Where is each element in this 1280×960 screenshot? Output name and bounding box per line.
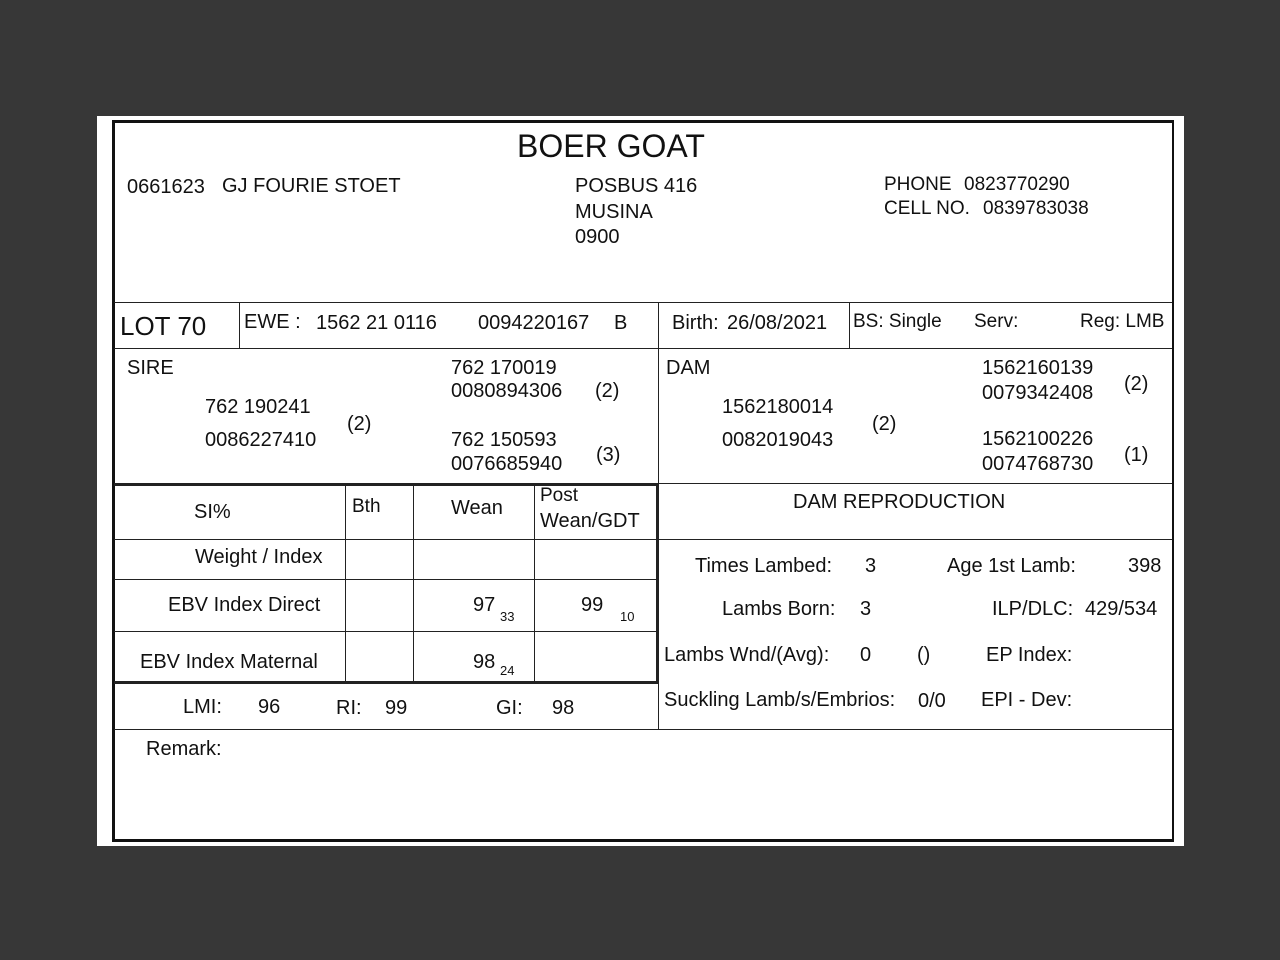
row-ebv-direct: EBV Index Direct xyxy=(168,594,321,616)
sire-sire-reg: 0080894306 xyxy=(451,380,563,402)
rule-weight-row xyxy=(114,579,658,580)
lambs-born-value: 3 xyxy=(860,598,872,620)
lambs-weaned-avg: () xyxy=(917,644,931,666)
cell-number: 0839783038 xyxy=(983,198,1089,219)
dam-dam-grade: (1) xyxy=(1124,444,1149,466)
rule-index-row xyxy=(114,729,1172,730)
rule-lot-bottom xyxy=(114,348,1172,349)
header-si: SI% xyxy=(194,501,231,523)
lmi-label: LMI: xyxy=(183,696,222,718)
birth-label: Birth: xyxy=(672,312,719,334)
dam-reproduction-title: DAM REPRODUCTION xyxy=(793,491,1006,513)
rule-birth-divider xyxy=(849,302,850,348)
direct-post-sub: 10 xyxy=(620,609,635,624)
dam-sire-reg: 0079342408 xyxy=(982,382,1094,404)
sire-dam-grade: (3) xyxy=(596,444,621,466)
phone-label: PHONE xyxy=(884,174,952,195)
ewe-label: EWE : xyxy=(244,311,301,333)
dam-reg: 0082019043 xyxy=(722,429,834,451)
maternal-wean-value: 98 xyxy=(473,651,496,673)
rule-perf-header xyxy=(114,539,658,540)
dam-sire-grade: (2) xyxy=(1124,373,1149,395)
times-lambed-value: 3 xyxy=(865,555,877,577)
header-wean-gdt: Wean/GDT xyxy=(540,510,640,532)
ewe-grade: B xyxy=(614,312,628,334)
row-ebv-maternal: EBV Index Maternal xyxy=(140,651,318,673)
direct-post-value: 99 xyxy=(581,594,604,616)
ri-value: 99 xyxy=(385,697,408,719)
gi-label: GI: xyxy=(496,697,523,719)
sire-sire-id: 762 170019 xyxy=(451,357,557,379)
lmi-value: 96 xyxy=(258,696,281,718)
rule-wean-left xyxy=(413,483,414,681)
birth-status: BS: Single xyxy=(853,311,942,332)
lambs-weaned-value: 0 xyxy=(860,644,872,666)
age-first-lamb-value: 398 xyxy=(1128,555,1162,577)
gi-value: 98 xyxy=(552,697,575,719)
ilp-dlc-value: 429/534 xyxy=(1085,598,1158,620)
rule-header-bottom xyxy=(114,302,1172,303)
sire-dam-reg: 0076685940 xyxy=(451,453,563,475)
ewe-id: 1562 21 0116 xyxy=(316,312,437,334)
age-first-lamb-label: Age 1st Lamb: xyxy=(947,555,1076,577)
rule-bth-left xyxy=(345,483,346,681)
rule-maternal-row xyxy=(114,681,658,684)
rule-perf-right xyxy=(656,483,659,683)
breeder-id: 0661623 xyxy=(127,176,205,198)
lambs-weaned-label: Lambs Wnd/(Avg): xyxy=(664,644,830,666)
direct-wean-sub: 33 xyxy=(500,609,515,624)
cell-label: CELL NO. xyxy=(884,198,970,219)
dam-label: DAM xyxy=(666,357,711,379)
dam-dam-reg: 0074768730 xyxy=(982,453,1094,475)
sire-reg: 0086227410 xyxy=(205,429,317,451)
sire-grade: (2) xyxy=(347,413,372,435)
sire-dam-id: 762 150593 xyxy=(451,429,557,451)
epi-dev-label: EPI - Dev: xyxy=(981,689,1073,711)
dam-dam-id: 1562100226 xyxy=(982,428,1094,450)
header-wean: Wean xyxy=(451,497,503,519)
registration: Reg: LMB xyxy=(1080,311,1165,332)
dam-id: 1562180014 xyxy=(722,396,834,418)
birth-date: 26/08/2021 xyxy=(727,312,828,334)
dam-grade: (2) xyxy=(872,413,897,435)
lot-number: LOT 70 xyxy=(120,311,207,341)
maternal-wean-sub: 24 xyxy=(500,663,515,678)
rule-repro-title xyxy=(658,539,1172,540)
rule-post-left xyxy=(534,483,535,681)
ep-index-label: EP Index: xyxy=(986,644,1073,666)
rule-direct-row xyxy=(114,631,658,632)
sire-label: SIRE xyxy=(127,357,174,379)
address-line-1: POSBUS 416 xyxy=(575,175,698,197)
header-bth: Bth xyxy=(352,496,381,517)
remark-label: Remark: xyxy=(146,738,222,760)
ri-label: RI: xyxy=(336,697,362,719)
breeder-name: GJ FOURIE STOET xyxy=(222,175,401,197)
times-lambed-label: Times Lambed: xyxy=(695,555,833,577)
ewe-reg: 0094220167 xyxy=(478,312,590,334)
address-line-3: 0900 xyxy=(575,226,620,248)
row-weight-index: Weight / Index xyxy=(195,546,323,568)
lambs-born-label: Lambs Born: xyxy=(722,598,836,620)
suckling-value: 0/0 xyxy=(918,690,946,712)
phone-number: 0823770290 xyxy=(964,174,1070,195)
rule-lot-divider xyxy=(239,302,240,348)
ilp-dlc-label: ILP/DLC: xyxy=(992,598,1074,620)
header-post: Post xyxy=(540,485,579,506)
card-frame xyxy=(112,120,1174,842)
rule-pedigree-bottom-right xyxy=(658,483,1172,484)
sire-id: 762 190241 xyxy=(205,396,311,418)
sire-sire-grade: (2) xyxy=(595,380,620,402)
direct-wean-value: 97 xyxy=(473,594,496,616)
service-label: Serv: xyxy=(974,311,1019,332)
card-title: BOER GOAT xyxy=(517,128,705,164)
address-line-2: MUSINA xyxy=(575,201,653,223)
dam-sire-id: 1562160139 xyxy=(982,357,1094,379)
suckling-label: Suckling Lamb/s/Embrios: xyxy=(664,689,896,711)
